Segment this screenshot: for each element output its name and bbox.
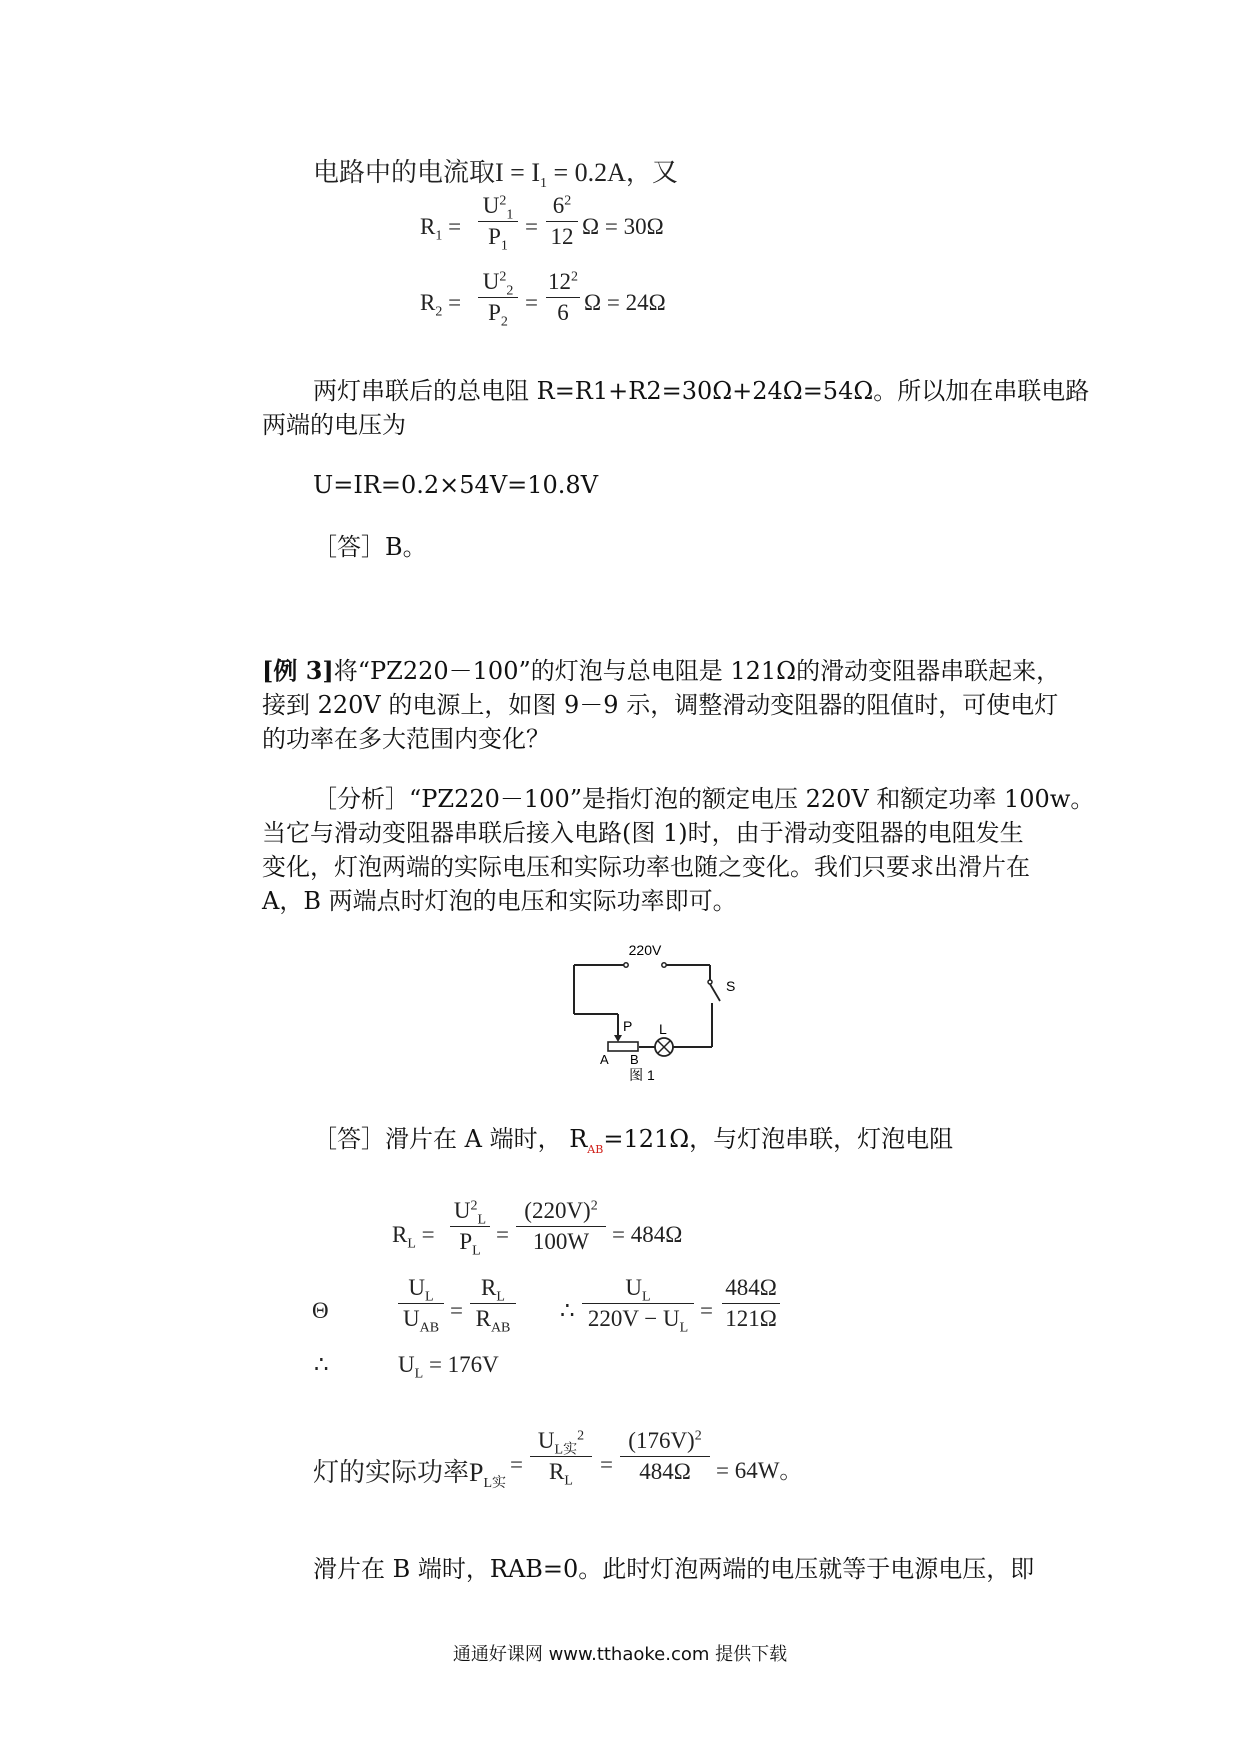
ratio-eq: = — [450, 1298, 463, 1323]
figure-caption: 图 1 — [629, 1067, 655, 1083]
end-b-label: B — [630, 1052, 639, 1067]
example3-line2: 接到 220V 的电源上，如图 9－9 示，调整滑动变阻器的阻值时，可使电灯 — [262, 691, 1059, 719]
power-fraction-1: $U_{L实}^2$ $R_L$ — [530, 1428, 592, 1485]
circuit-diagram — [560, 935, 760, 1085]
example3-tag: [例 3] — [262, 656, 334, 685]
example3-line1 — [262, 654, 1060, 688]
para1-line2: 两端的电压为 — [262, 411, 406, 439]
power-fraction-2: $(176V)^2$ 484Ω — [620, 1428, 710, 1485]
power-prefix: 灯的实际功率$P_{L实}$ — [313, 1458, 507, 1492]
rl-result: = 484Ω — [612, 1222, 683, 1247]
switch-pivot — [708, 980, 712, 984]
ratio-u: $U_L$ $U_{AB}$ — [398, 1275, 444, 1332]
page-footer: 通通好课网 www.tthaoke.com 提供下载 — [452, 1644, 788, 1665]
ratio-r: $R_L$ $R_{AB}$ — [470, 1275, 516, 1332]
formula-block-1 — [0, 0, 1240, 340]
r2-fraction-2: $12^2$ 6 — [548, 269, 578, 325]
power-result: = 64W。 — [716, 1458, 803, 1483]
para3: ［答］B。 — [313, 533, 427, 561]
ratio-ul: $U_L$ $220V - U_L$ — [582, 1275, 694, 1332]
end-a-label: A — [600, 1052, 609, 1067]
r2-label: $R_2$ = — [420, 290, 462, 320]
r1-label: $R_1$ = — [420, 214, 462, 244]
rheostat — [608, 1042, 638, 1051]
para2: U=IR=0.2×54V=10.8V — [313, 471, 599, 499]
r2-fraction-1: $U^2_2$ $P_2$ — [478, 269, 518, 326]
analysis-line1: ［分析］“PZ220－100”是指灯泡的额定电压 220V 和额定功率 100w。 — [313, 785, 1095, 813]
para1-line1: 两灯串联后的总电阻 R=R1+R2=30Ω+24Ω=54Ω。所以加在串联电路 — [313, 377, 1090, 405]
current-line — [313, 152, 678, 192]
switch-blade — [710, 984, 720, 1001]
example3-line3: 的功率在多大范围内变化？ — [262, 725, 550, 753]
therefore-symbol-2: ∴ — [314, 1352, 329, 1377]
ratio-ul-eq: = — [700, 1298, 713, 1323]
r1-fraction-1: $U^2_1$ $P_1$ — [478, 193, 518, 250]
current-text: 电路中的电流取I = I — [313, 158, 540, 187]
slider-label: P — [623, 1018, 633, 1034]
rl-fraction-1: $U^2_L$ $P_L$ — [450, 1198, 490, 1255]
example3-text: 将“PZ220－100”的灯泡与总电阻是 121Ω的滑动变阻器串联起来， — [333, 657, 1061, 685]
r1-fraction-2: $6^2$ 12 — [546, 193, 578, 250]
current-rest: = 0.2A，又 — [546, 158, 678, 187]
terminal-right — [662, 963, 666, 967]
rl-fraction-2: $(220V)^2$ 100W — [516, 1198, 606, 1255]
answer-sub: AB — [587, 1142, 604, 1156]
rl-eq: = — [496, 1222, 509, 1247]
lamp-label: L — [659, 1021, 667, 1037]
analysis-line2: 当它与滑动变阻器串联后接入电路(图 1)时，由于滑动变阻器的电阻发生 — [262, 819, 1024, 847]
answer-rest: =121Ω，与灯泡串联，灯泡电阻 — [603, 1125, 954, 1153]
analysis-line4: A，B 两端点时灯泡的电压和实际功率即可。 — [262, 887, 737, 915]
switch-label: S — [726, 978, 736, 994]
r1-eq: = — [525, 214, 538, 239]
power-eq-1: = — [510, 1452, 523, 1477]
formula-block-3 — [0, 1420, 1240, 1500]
answer-prefix: ［答］滑片在 A 端时， R — [313, 1125, 588, 1153]
answer-line — [313, 1122, 953, 1156]
rl-label: $R_L$ = — [392, 1222, 435, 1252]
r2-result: Ω = 24Ω — [584, 290, 666, 315]
slider-arrow — [614, 1035, 622, 1042]
ul-result: $U_L = 176V$ — [398, 1352, 499, 1382]
formula-block-2 — [0, 1180, 1240, 1380]
terminal-left — [624, 963, 628, 967]
therefore-symbol-1: ∴ — [560, 1298, 575, 1323]
power-eq-2: = — [600, 1452, 613, 1477]
analysis-line3: 变化，灯泡两端的实际电压和实际功率也随之变化。我们只要求出滑片在 — [262, 853, 1030, 881]
voltage-label: 220V — [628, 942, 662, 958]
r1-result: Ω = 30Ω — [582, 214, 664, 239]
para4: 滑片在 B 端时，RAB=0。此时灯泡两端的电压就等于电源电压，即 — [313, 1555, 1035, 1583]
because-symbol: Θ — [312, 1298, 329, 1323]
current-sub: 1 — [539, 176, 547, 192]
ratio-ohm: 484Ω 121Ω — [722, 1275, 780, 1332]
r2-eq: = — [525, 290, 538, 315]
